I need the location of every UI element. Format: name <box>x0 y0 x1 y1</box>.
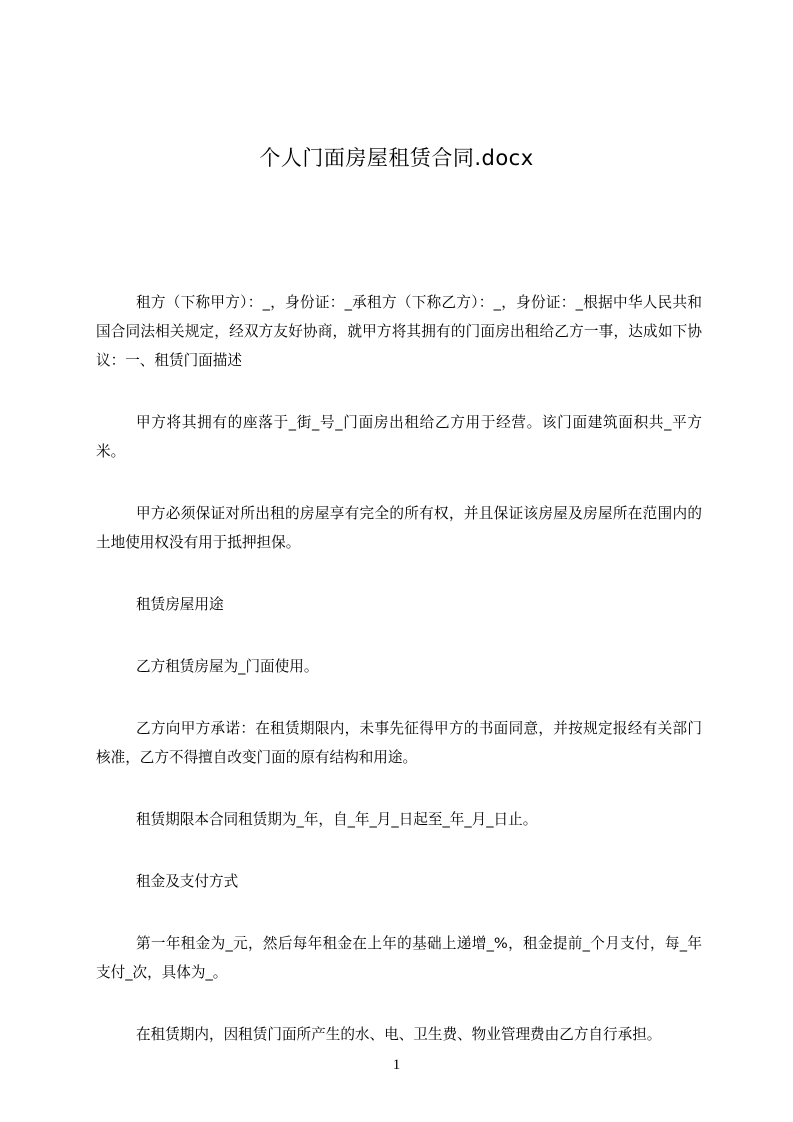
paragraph-usage: 乙方租赁房屋为_门面使用。 <box>136 658 319 675</box>
section-heading-rent: 租金及支付方式 <box>136 873 239 890</box>
paragraph-premises-location: 甲方将其拥有的座落于_街_号_门面房出租给乙方用于经营。该门面建筑面积共_平方米。 <box>96 414 702 460</box>
paragraph-rent-payment: 第一年租金为_元，然后每年租金在上年的基础上递增_%，租金提前_个月支付，每_年支付_次，具体为_。 <box>96 935 702 981</box>
document-body <box>96 288 702 1082</box>
document-title: 个人门面房屋租赁合同.docx <box>259 146 534 170</box>
paragraph-ownership-guarantee: 甲方必须保证对所出租的房屋享有完全的所有权，并且保证该房屋及房屋所在范围内的土地使用权没有用于抵押担保。 <box>96 505 702 551</box>
section-heading-usage: 租赁房屋用途 <box>136 596 224 613</box>
paragraph-parties: 租方（下称甲方）：_，身份证：_承租方（下称乙方）：_，身份证：_根据中华人民共和国合同法相关规定，经双方友好协商，就甲方将其拥有的门面房出租给乙方一事，达成如下协议：一、租赁门面描述 <box>96 294 702 369</box>
paragraph-utilities: 在租赁期内，因租赁门面所产生的水、电、卫生费、物业管理费由乙方自行承担。 <box>136 1026 662 1043</box>
paragraph-tenant-commitment: 乙方向甲方承诺：在租赁期限内，未事先征得甲方的书面同意，并按规定报经有关部门核准，乙方不得擅自改变门面的原有结构和用途。 <box>96 720 702 766</box>
paragraph-lease-term: 租赁期限本合同租赁期为_年，自_年_月_日起至_年_月_日止。 <box>136 811 538 828</box>
page-number: 1 <box>392 1057 401 1073</box>
